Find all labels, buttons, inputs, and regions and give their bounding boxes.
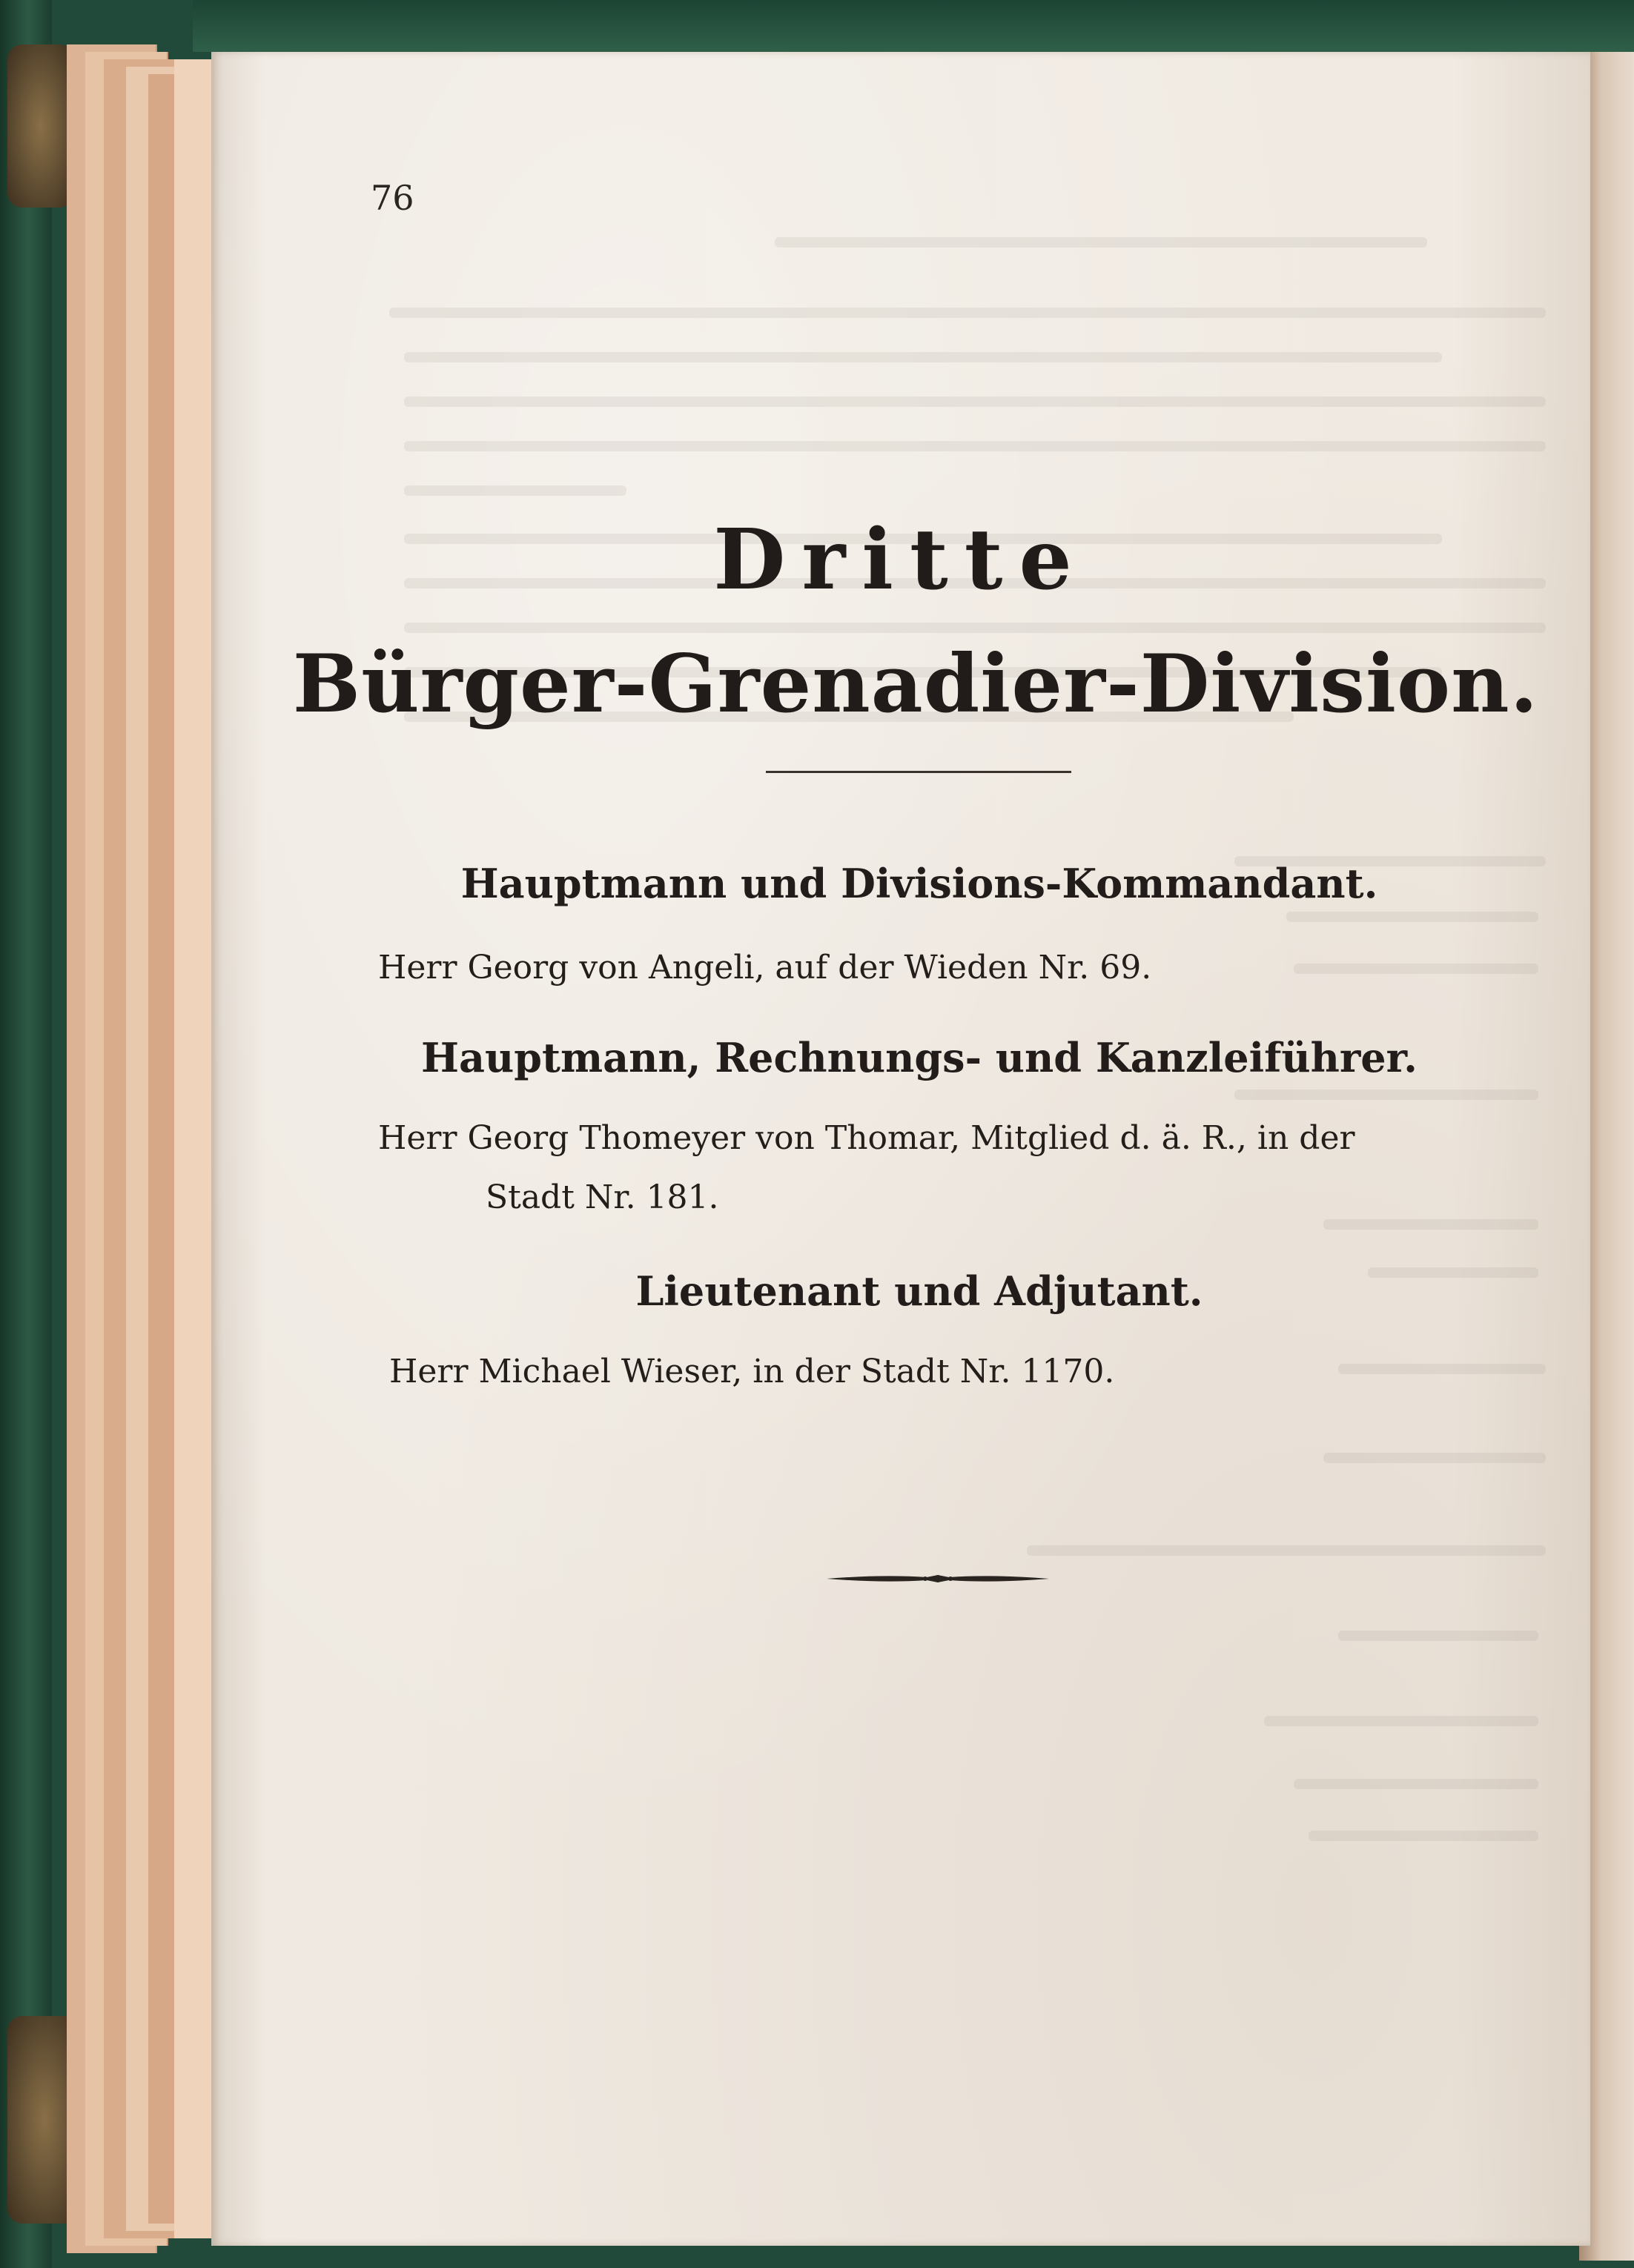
book-spine xyxy=(0,0,52,2268)
page-number: 76 xyxy=(371,178,414,218)
title-divider xyxy=(766,771,1071,773)
ornament-divider xyxy=(827,1568,1049,1590)
section-entry: Herr Georg Thomeyer von Thomar, Mitglied d. ä. R., in der xyxy=(378,1119,1355,1157)
section-entry: Herr Michael Wieser, in der Stadt Nr. 1170. xyxy=(389,1353,1115,1390)
title-line-2: Bürger-Grenadier-Division. xyxy=(292,637,1539,731)
section-heading: Lieutenant und Adjutant. xyxy=(635,1267,1203,1315)
section-heading: Hauptmann und Divisions-Kommandant. xyxy=(460,860,1378,907)
book-page xyxy=(211,52,1590,2246)
leather-corner-top xyxy=(7,44,74,208)
cover-top-edge xyxy=(193,0,1634,52)
section-heading: Hauptmann, Rechnungs- und Kanzleiführer. xyxy=(421,1034,1418,1081)
section-entry: Stadt Nr. 181. xyxy=(486,1178,719,1216)
section-entry: Herr Georg von Angeli, auf der Wieden Nr. 69. xyxy=(378,949,1152,987)
title-line-1: Dritte xyxy=(713,511,1088,609)
